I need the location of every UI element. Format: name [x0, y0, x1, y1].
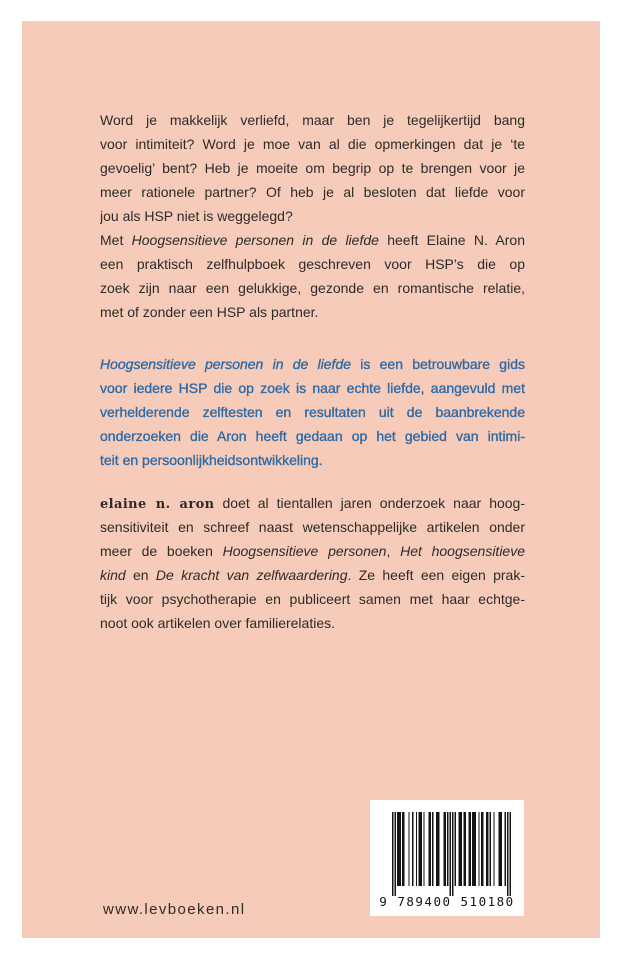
text-line: tijk voor psychotherapie en publiceert samen met haar echtge-: [100, 591, 525, 607]
paragraph-book-pitch: [100, 228, 525, 324]
text-line: meer rationele partner? Of heb je al besloten dat liefde voor: [100, 184, 525, 200]
text-line: kind en De kracht van zelfwaardering. Ze heeft een eigen prak-: [100, 567, 525, 583]
text-line: elaine n. aron doet al tientallen jaren onderzoek naar hoog-: [100, 495, 525, 512]
text-line: meer de boeken Hoogsensitieve personen, Het hoogsensitieve: [100, 543, 525, 559]
book-back-cover: [22, 21, 600, 938]
text-line: jou als HSP niet is weggelegd?: [100, 208, 293, 224]
paragraph-blue-blurb: [100, 352, 525, 472]
text-line: zoek zijn naar een gelukkige, gezonde en romantische relatie,: [100, 280, 525, 296]
text-line: onderzoeken die Aron heeft gedaan op het gebied van intimi-: [100, 428, 525, 444]
back-cover-text: [100, 108, 525, 635]
text-line: teit en persoonlijkheidsontwikkeling.: [100, 452, 323, 468]
publisher-website: www.levboeken.nl: [103, 901, 246, 918]
paragraph-intro: [100, 108, 525, 228]
text-line: verhelderende zelftesten en resultaten uit de baanbrekende: [100, 404, 525, 420]
text-line: noot ook artikelen over familierelaties.: [100, 615, 336, 631]
paragraph-author-bio: [100, 491, 525, 635]
text-line: voor iedere HSP die op zoek is naar echte liefde, aangevuld met: [100, 380, 525, 396]
text-line: met of zonder een HSP als partner.: [100, 304, 319, 320]
barcode-bars-icon: [392, 812, 511, 896]
text-line: gevoelig’ bent? Heb je moeite om begrip op te brengen voor je: [100, 160, 525, 176]
barcode: [370, 800, 524, 916]
text-line: Met Hoogsensitieve personen in de liefde heeft Elaine N. Aron: [100, 232, 525, 248]
text-line: sensitiviteit en schreef naast wetenschappelijke artikelen onder: [100, 519, 525, 535]
text-line: voor intimiteit? Word je moe van al die opmerkingen dat je ‘te: [100, 136, 525, 152]
text-line: Hoogsensitieve personen in de liefde is een betrouwbare gids: [100, 356, 525, 372]
text-line: Word je makkelijk verliefd, maar ben je tegelijkertijd bang: [100, 112, 525, 128]
barcode-number: 9 789400 510180: [379, 894, 515, 909]
text-line: een praktisch zelfhulpboek geschreven voor HSP’s die op: [100, 256, 525, 272]
